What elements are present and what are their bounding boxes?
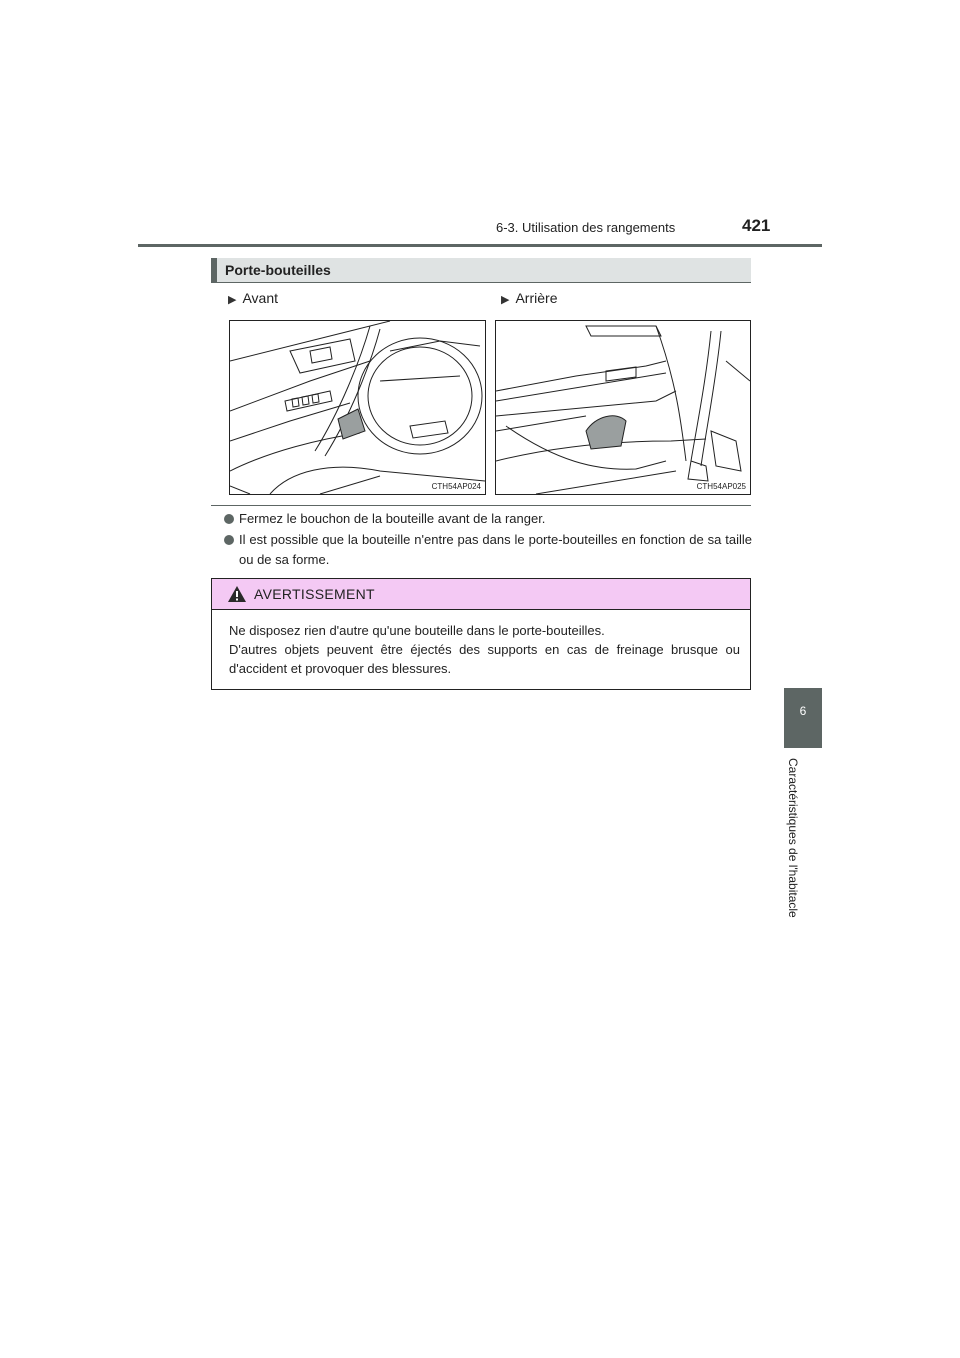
figure-caption-rear	[501, 290, 557, 306]
warning-line: D'autres objets peuvent être éjectés des supports en cas de freinage brusque ou d'accident et provoquer des blessures.	[229, 642, 740, 676]
front-door-drawing	[230, 321, 485, 494]
warning-body	[229, 621, 740, 678]
section-heading-bar	[211, 258, 217, 283]
chapter-title-vertical	[786, 758, 806, 938]
bullet-dot-icon	[224, 514, 234, 524]
section-heading	[211, 258, 751, 283]
chapter-number: 6	[799, 704, 807, 718]
bullet-text: Fermez le bouchon de la bouteille avant de la ranger.	[239, 511, 546, 526]
section-separator	[211, 505, 751, 506]
figure-caption-front-text: Avant	[242, 290, 279, 306]
figure-caption-rear-text: Arrière	[515, 290, 558, 306]
figure-code-rear: CTH54AP025	[696, 482, 746, 491]
triangle-bullet-icon: ▶	[501, 294, 510, 306]
bullet-item	[224, 509, 752, 529]
header-rule	[138, 244, 822, 247]
chapter-title-text: Caractéristiques de l'habitacle	[786, 758, 800, 918]
warning-triangle-icon	[227, 585, 247, 603]
running-header-section: 6-3. Utilisation des rangements	[496, 220, 676, 235]
rear-door-drawing	[496, 321, 750, 494]
warning-title: AVERTISSEMENT	[254, 586, 375, 602]
section-heading-text: Porte-bouteilles	[225, 262, 331, 278]
figure-code-front: CTH54AP024	[431, 482, 481, 491]
bullet-dot-icon	[224, 535, 234, 545]
rear-bottle-holder-illustration	[495, 320, 751, 495]
warning-line: Ne disposez rien d'autre qu'une bouteille dans le porte-bouteilles.	[229, 623, 605, 638]
bullet-item	[224, 530, 752, 570]
triangle-bullet-icon: ▶	[228, 294, 237, 306]
bullet-text: Il est possible que la bouteille n'entre pas dans le porte-bouteilles en fonction de sa taille ou de sa forme.	[239, 532, 752, 567]
warning-header	[212, 579, 750, 610]
page-number: 421	[742, 216, 771, 235]
warning-box	[211, 578, 751, 690]
chapter-tab	[784, 688, 822, 748]
front-bottle-holder-illustration	[229, 320, 486, 495]
figure-caption-front	[228, 290, 278, 306]
